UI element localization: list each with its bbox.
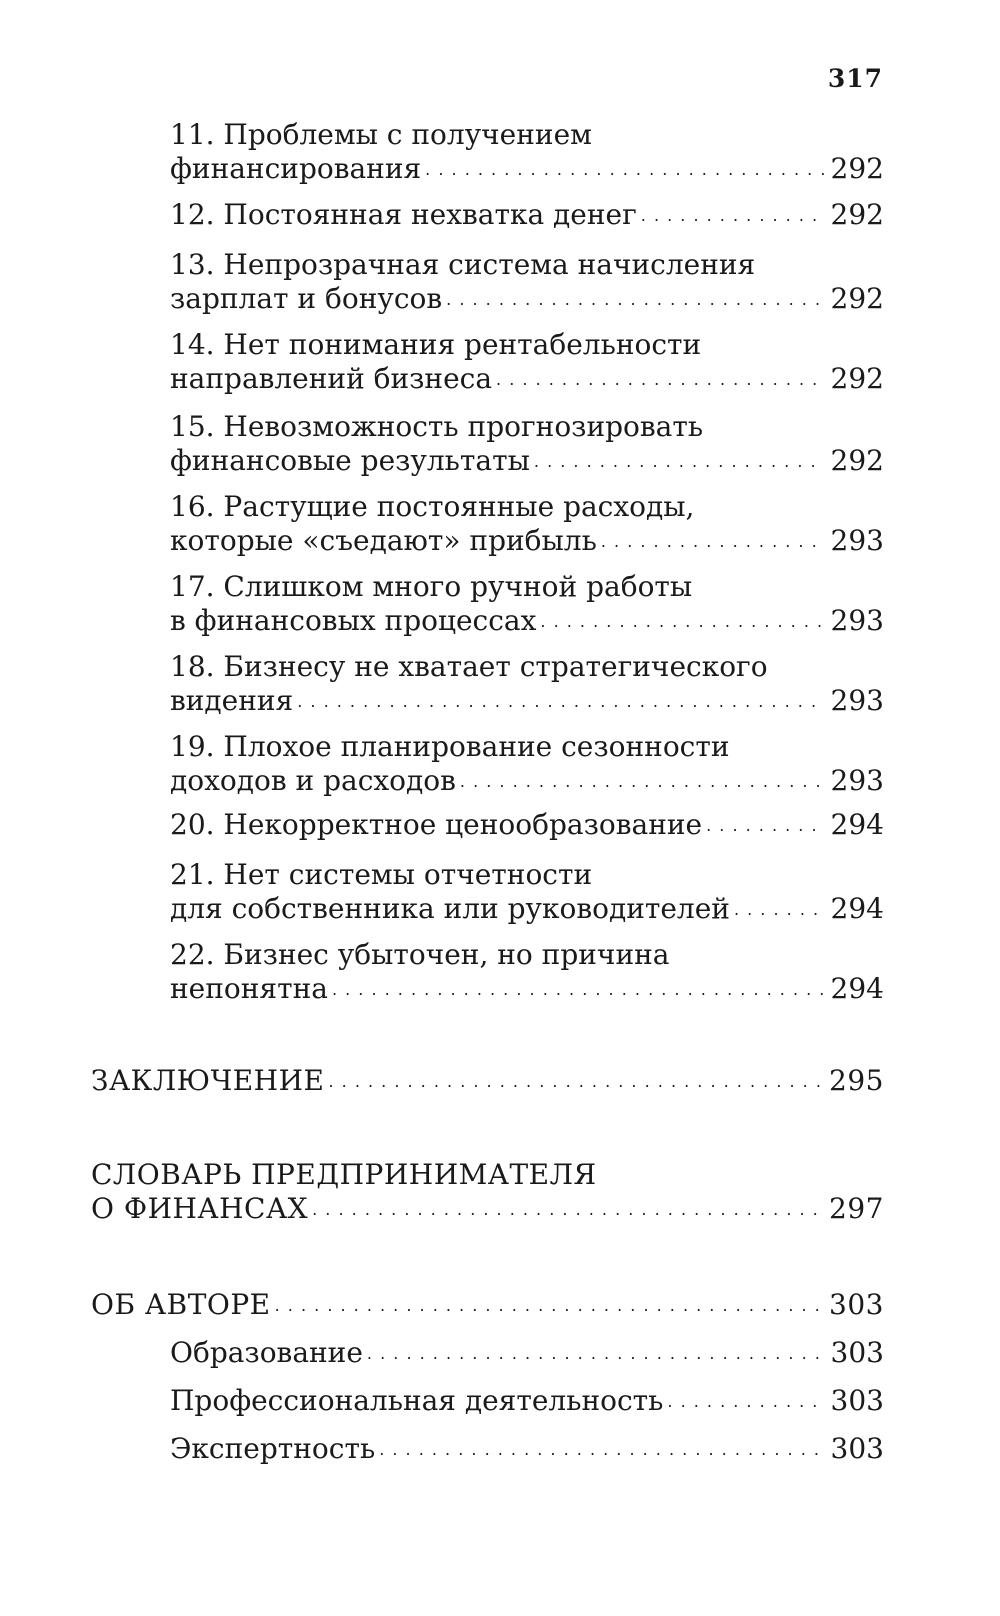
toc-entry-title-line1: 17. Слишком много ручной работы: [170, 570, 693, 603]
toc-section-page: 297: [829, 1192, 884, 1225]
dot-leader: [275, 1292, 823, 1314]
toc-section-page: 303: [829, 1288, 884, 1321]
dot-leader: [496, 366, 825, 388]
dot-leader: [332, 976, 825, 998]
toc-entry[interactable]: [170, 490, 884, 558]
dot-leader: [601, 528, 825, 550]
toc-entry-title-line1: 14. Нет понимания рентабельности: [170, 328, 702, 361]
toc-entry[interactable]: [170, 118, 884, 186]
toc-entry-title-line2: непонятна: [170, 972, 328, 1005]
toc-section-title: ОБ АВТОРЕ: [91, 1288, 271, 1321]
dot-leader: [367, 1340, 825, 1362]
toc-subentry-page: 303: [830, 1432, 884, 1465]
toc-entry-title-line1: 15. Невозможность прогнозировать: [170, 410, 704, 443]
toc-entry-title-line2: зарплат и бонусов: [170, 282, 443, 315]
toc-entry[interactable]: [170, 198, 884, 232]
toc-entry[interactable]: [170, 858, 884, 926]
toc-entry-title-line1: 18. Бизнесу не хватает стратегического: [170, 650, 768, 683]
toc-subentry-professional-activity[interactable]: [170, 1384, 884, 1418]
dot-leader: [446, 286, 824, 308]
toc-entry-page: 292: [830, 444, 884, 477]
page-number: 317: [827, 64, 883, 93]
dot-leader: [460, 768, 825, 790]
toc-entry-page: 293: [830, 764, 884, 797]
toc-entry-title-line2: доходов и расходов: [170, 764, 456, 797]
toc-subentry-title: Экспертность: [170, 1432, 376, 1465]
toc-entry-title-line2: видения: [170, 684, 294, 717]
toc-subentry-page: 303: [830, 1384, 884, 1417]
dot-leader: [425, 156, 824, 178]
toc-entry-title-line2: в финансовых процессах: [170, 604, 537, 637]
toc-entry-title: 20. Некорректное ценообразование: [170, 808, 703, 841]
toc-entry-title-line1: 21. Нет системы отчетности: [170, 858, 593, 891]
dot-leader: [328, 1068, 823, 1090]
toc-entry-page: 292: [830, 282, 884, 315]
toc-section-glossary[interactable]: [91, 1158, 884, 1226]
toc-entry[interactable]: [170, 328, 884, 396]
toc-entry-page: 292: [830, 198, 884, 231]
toc-section-about-author[interactable]: [91, 1288, 884, 1322]
toc-section-title: ЗАКЛЮЧЕНИЕ: [91, 1064, 325, 1097]
toc-entry-title-line1: 19. Плохое планирование сезонности: [170, 730, 730, 763]
dot-leader: [641, 202, 825, 224]
toc-entry-title-line2: финансовые результаты: [170, 444, 530, 477]
toc-entry-page: 294: [830, 972, 884, 1005]
toc-section-title-line1: СЛОВАРЬ ПРЕДПРИНИМАТЕЛЯ: [91, 1158, 597, 1191]
toc-entry-page: 292: [830, 362, 884, 395]
toc-subentry-title: Профессиональная деятельность: [170, 1384, 664, 1417]
toc-entry-page: 294: [830, 892, 884, 925]
toc-section-conclusion[interactable]: [91, 1064, 884, 1098]
toc-subentry-education[interactable]: [170, 1336, 884, 1370]
dot-leader: [312, 1196, 823, 1218]
toc-section-title-line2: О ФИНАНСАХ: [91, 1192, 309, 1225]
toc-entry-title-line1: 13. Непрозрачная система начисления: [170, 248, 756, 281]
toc-entry[interactable]: [170, 248, 884, 316]
dot-leader: [667, 1388, 824, 1410]
toc-entry[interactable]: [170, 570, 884, 638]
toc-section-page: 295: [829, 1064, 884, 1097]
dot-leader: [379, 1436, 824, 1458]
toc-subentry-title: Образование: [170, 1336, 363, 1369]
toc-subentry-page: 303: [830, 1336, 884, 1369]
toc-entry[interactable]: [170, 730, 884, 798]
toc-entry[interactable]: [170, 650, 884, 718]
toc-entry-page: 294: [830, 808, 884, 841]
toc-subentry-expertise[interactable]: [170, 1432, 884, 1466]
toc-entry-title-line1: 16. Растущие постоянные расходы,: [170, 490, 695, 523]
toc-entry-title-line1: 11. Проблемы с получением: [170, 118, 592, 151]
toc-entry-title: 12. Постоянная нехватка денег: [170, 198, 637, 231]
toc-entry-title-line1: 22. Бизнес убыточен, но причина: [170, 938, 670, 971]
toc-entry-page: 292: [830, 152, 884, 185]
toc-entry[interactable]: [170, 410, 884, 478]
toc-entry-page: 293: [830, 524, 884, 557]
toc-entry-title-line2: для собственника или руководителей: [170, 892, 730, 925]
dot-leader: [534, 448, 825, 470]
toc-entry-title-line2: финансирования: [170, 152, 422, 185]
toc-entry[interactable]: [170, 938, 884, 1006]
dot-leader: [706, 812, 824, 834]
dot-leader: [540, 608, 824, 630]
toc-entry-title-line2: направлений бизнеса: [170, 362, 493, 395]
toc-entry-page: 293: [830, 604, 884, 637]
toc-entry-page: 293: [830, 684, 884, 717]
toc-entry[interactable]: [170, 808, 884, 842]
toc-entry-title-line2: которые «съедают» прибыль: [170, 524, 597, 557]
dot-leader: [297, 688, 824, 710]
dot-leader: [734, 896, 825, 918]
